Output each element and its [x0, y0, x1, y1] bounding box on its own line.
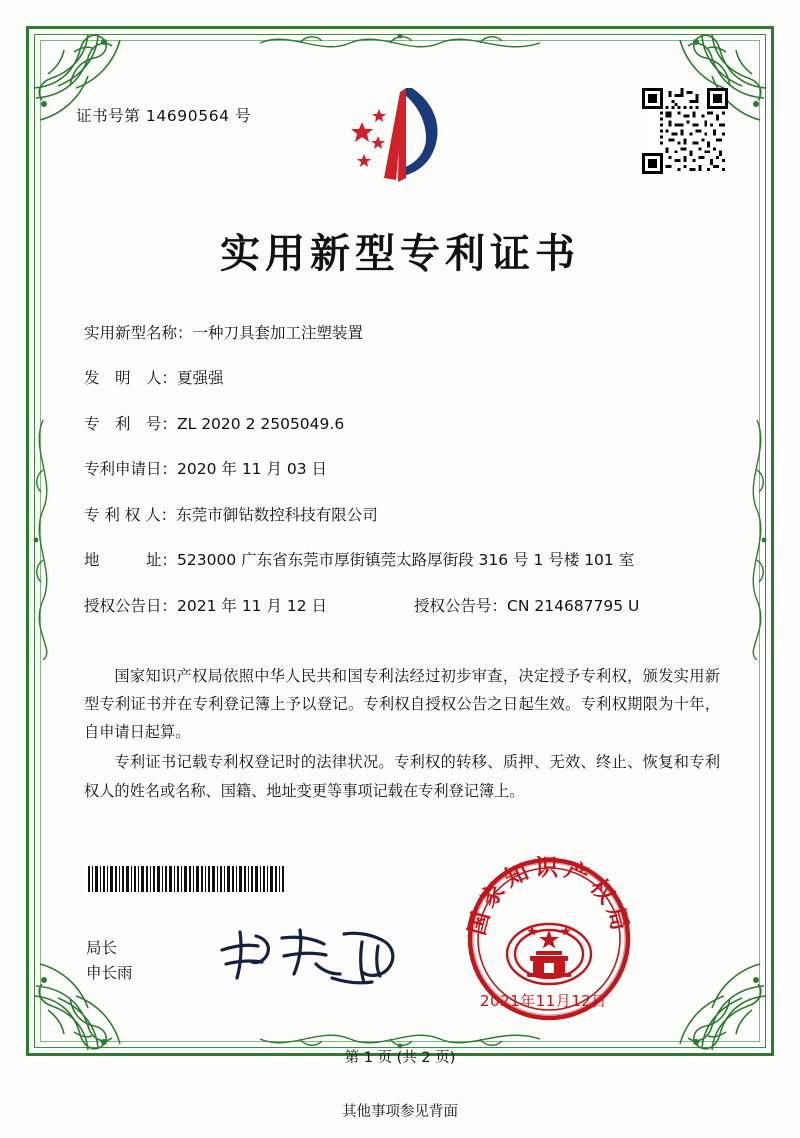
corner-ornament-icon — [652, 936, 772, 1056]
field-utility-model-name — [84, 322, 724, 344]
field-patentee — [84, 504, 724, 526]
field-label: 专 利 号： — [84, 414, 178, 433]
grant-row — [84, 595, 724, 617]
qr-code — [642, 88, 728, 174]
cnipa-emblem-icon — [340, 82, 460, 192]
field-label: 发 明 人： — [84, 369, 178, 388]
paragraph-2: 专利证书记载专利权登记时的法律状况。专利权的转移、质押、无效、终止、恢复和专利权人的姓名或名称、国籍、地址变更等事项记载在专利登记簿上。 — [84, 753, 720, 800]
field-value: 2020 年 11 月 03 日 — [177, 460, 328, 479]
footnote: 其他事项参见背面 — [342, 1104, 458, 1120]
field-value: 2021 年 11 月 12 日 — [177, 596, 328, 615]
field-label: 授权公告号： — [414, 596, 508, 615]
signature-role: 局长 — [86, 939, 118, 957]
field-label: 地 址： — [84, 551, 178, 570]
page-title: 实用新型专利证书 — [220, 231, 580, 277]
seal-date: 2021年11月12日 — [480, 992, 607, 1010]
field-inventor — [84, 367, 724, 389]
field-grant-date — [84, 595, 414, 617]
field-list — [84, 322, 724, 637]
field-application-date — [84, 458, 724, 480]
signature-block — [86, 936, 133, 986]
page-number: 第 1 页 (共 2 页) — [344, 1050, 456, 1066]
legal-text — [84, 662, 720, 807]
signature-name: 申长雨 — [86, 963, 133, 982]
handwritten-signature — [212, 920, 412, 990]
field-label: 专利申请日： — [84, 460, 178, 479]
field-label: 专 利 权 人： — [84, 505, 177, 524]
edge-ornament-icon — [740, 420, 774, 660]
field-grant-number — [414, 595, 724, 617]
field-address — [84, 549, 724, 571]
field-label: 授权公告日： — [84, 596, 178, 615]
field-value: ZL 2020 2 2505049.6 — [177, 414, 345, 433]
field-label: 实用新型名称： — [84, 324, 193, 342]
paragraph-1: 国家知识产权局依照中华人民共和国专利法经过初步审查，决定授予专利权，颁发实用新型专利证书并在专利登记簿上予以登记。专利权自授权公告之日起生效。专利权期限为十年，自申请日起算。 — [84, 667, 720, 742]
svg-text:国家知识产权局: 国家知识产权局 — [466, 856, 632, 938]
field-patent-number — [84, 413, 724, 435]
field-value: 东莞市御钻数控科技有限公司 — [176, 505, 378, 524]
field-value: CN 214687795 U — [507, 596, 640, 615]
field-value: 一种刀具套加工注塑装置 — [192, 324, 364, 342]
field-value: 523000 广东省东莞市厚街镇莞太路厚街段 316 号 1 号楼 101 室 — [177, 551, 635, 570]
field-value: 夏强强 — [177, 369, 224, 388]
edge-ornament-icon — [260, 26, 540, 60]
edge-ornament-icon — [26, 420, 60, 660]
corner-ornament-icon — [28, 28, 148, 148]
certificate-number: 证书号第 14690564 号 — [76, 107, 252, 125]
barcode — [86, 866, 286, 892]
